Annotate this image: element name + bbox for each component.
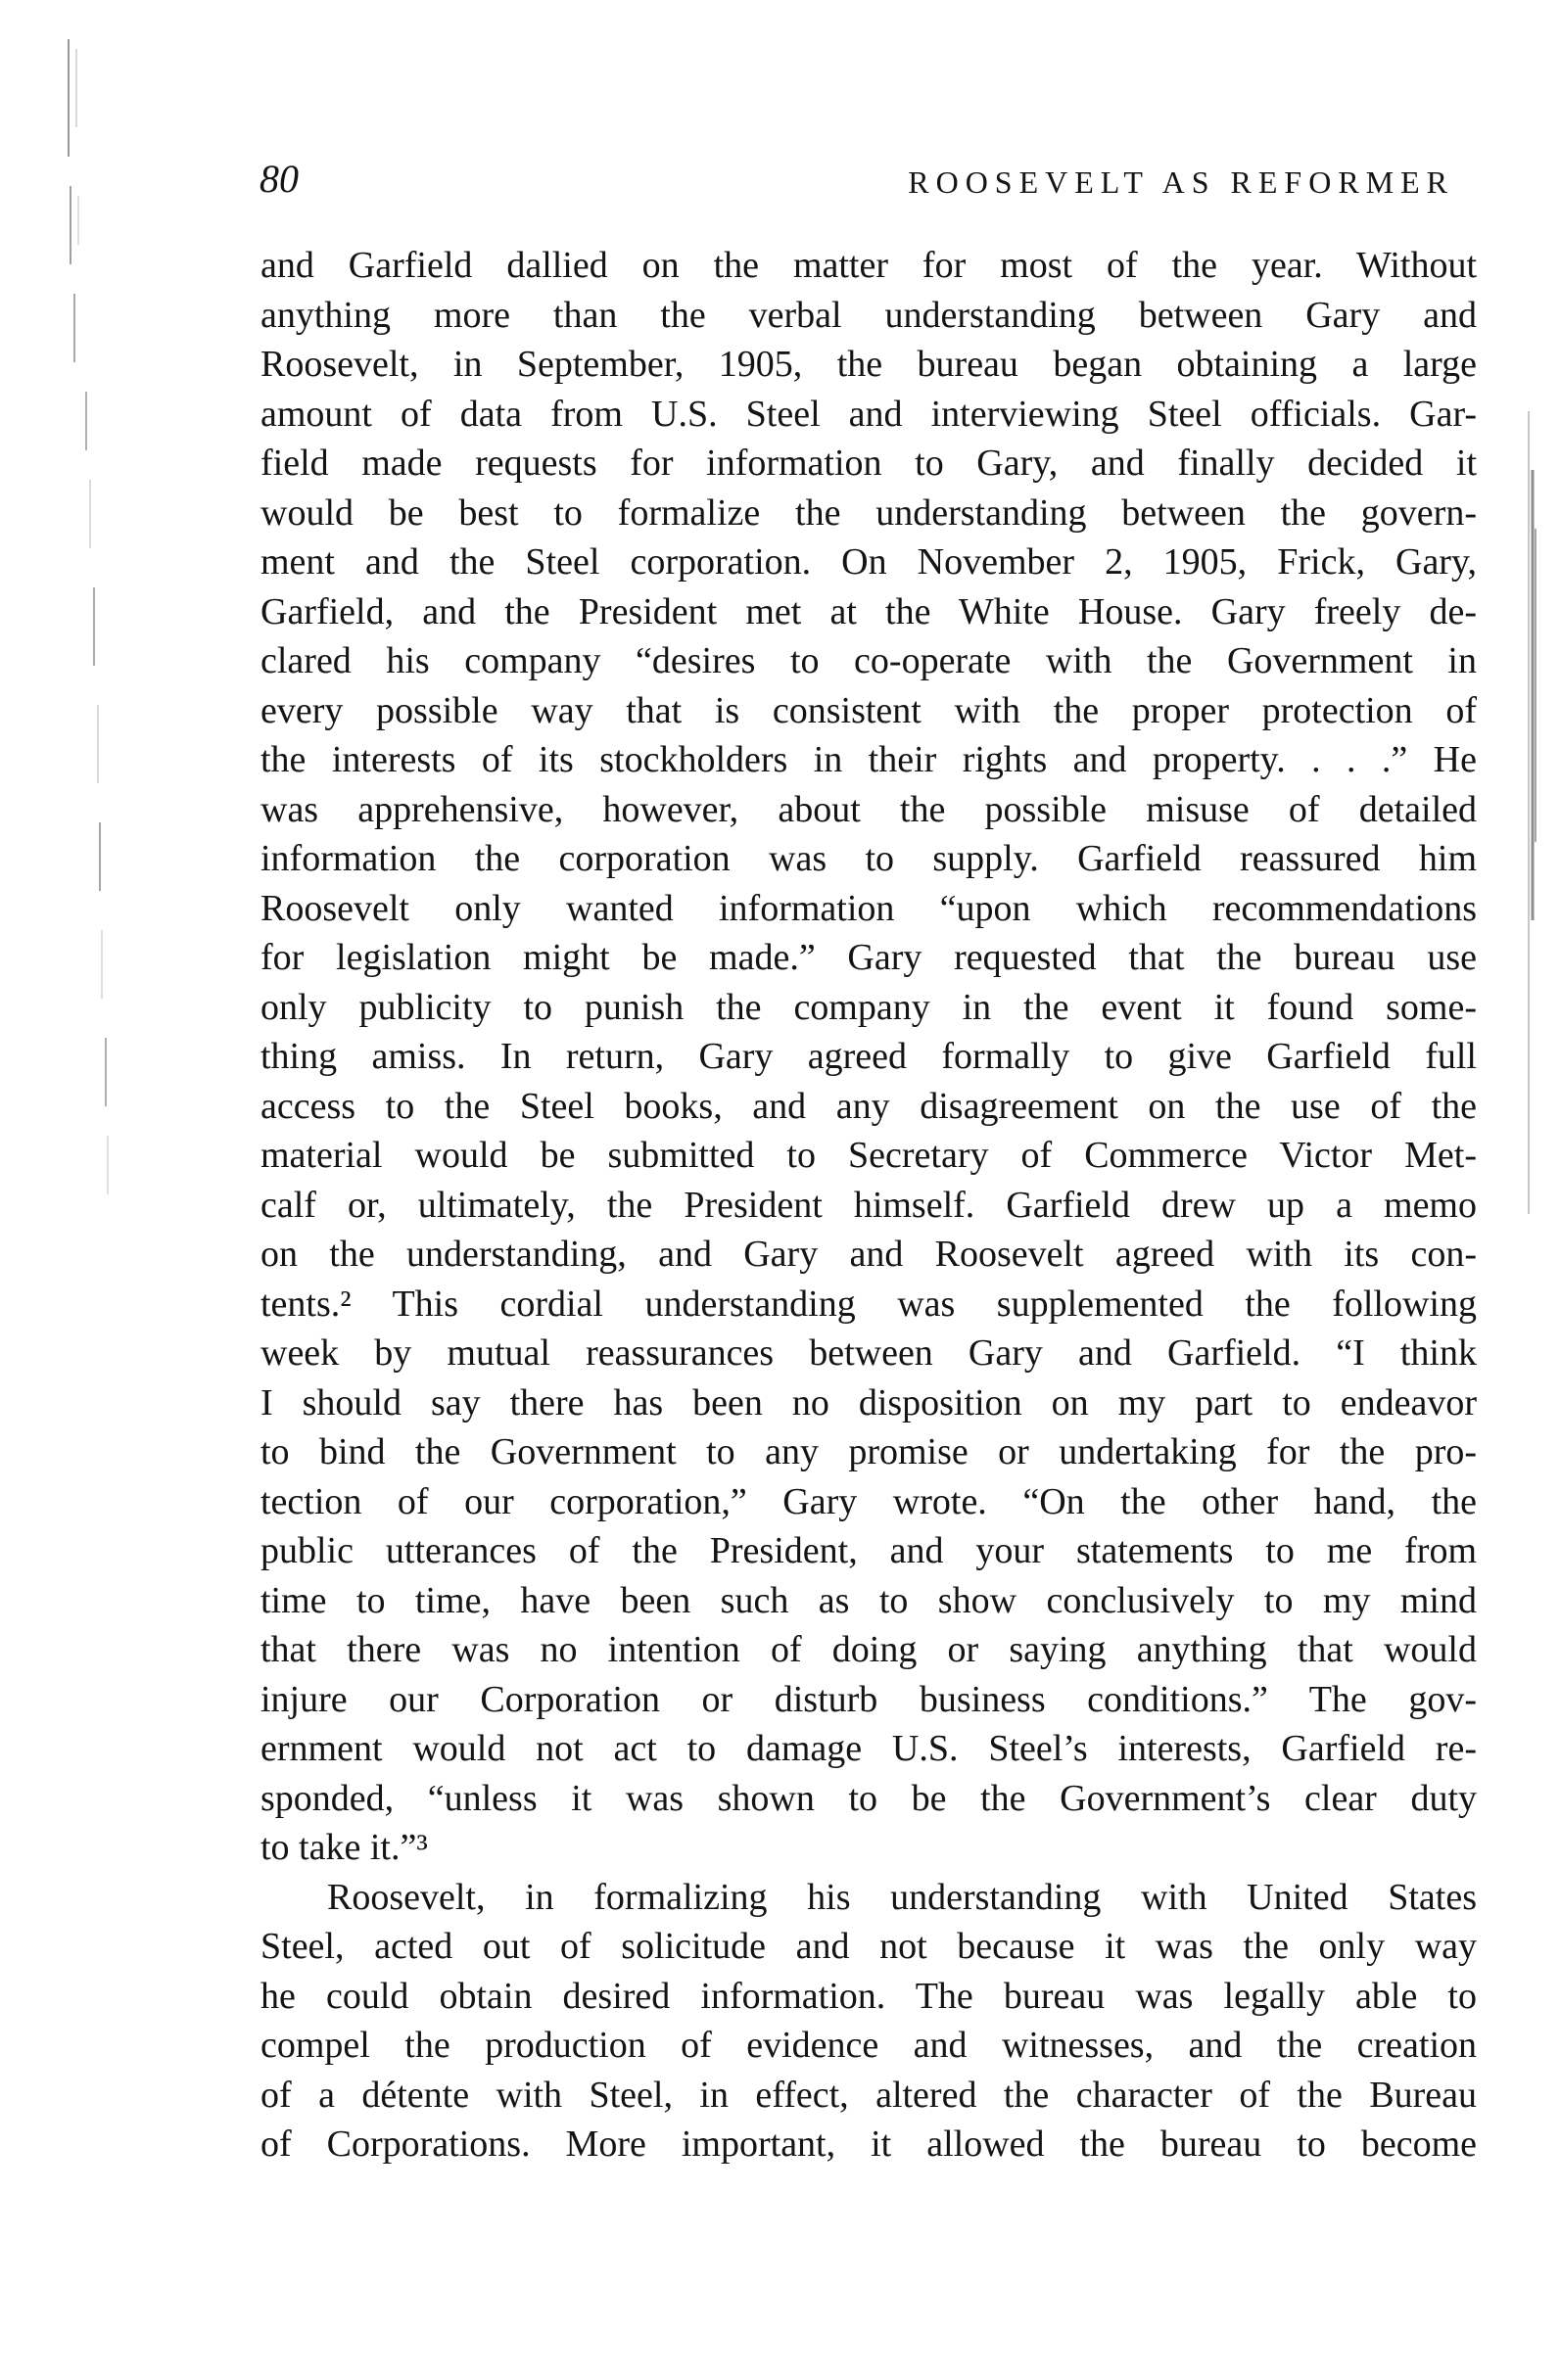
text-line: thing amiss. In return, Gary agreed formally to give Garfield full [260, 1036, 1477, 1077]
text-line: Garfield, and the President met at the White House. Gary freely de- [260, 590, 1477, 632]
text-line: material would be submitted to Secretary of Commerce Victor Met- [260, 1135, 1477, 1176]
text-line: I should say there has been no disposition on my part to endeavor [260, 1381, 1477, 1423]
page-number: 80 [260, 157, 299, 201]
running-head [260, 155, 1454, 213]
scan-edge-shadow [1523, 411, 1542, 1214]
text-line: amount of data from U.S. Steel and interviewing Steel officials. Gar- [260, 393, 1477, 435]
text-line: tection of our corporation,” Gary wrote. “On the other hand, the [260, 1480, 1477, 1522]
scan-binding-marks [39, 39, 137, 1214]
text-line: that there was no intention of doing or saying anything that would [260, 1629, 1477, 1670]
text-line: every possible way that is consistent with the proper protection of [260, 689, 1477, 731]
text-line: injure our Corporation or disturb business conditions.” The gov- [260, 1678, 1477, 1720]
text-line: only publicity to punish the company in the event it found some- [260, 986, 1477, 1028]
text-line: clared his company “desires to co-operate with the Government in [260, 640, 1477, 681]
text-line: Steel, acted out of solicitude and not because it was the only way [260, 1926, 1477, 1967]
text-line: to bind the Government to any promise or undertaking for the pro- [260, 1431, 1477, 1472]
text-line: compel the production of evidence and witnesses, and the creation [260, 2025, 1477, 2066]
text-line: access to the Steel books, and any disagreement on the use of the [260, 1085, 1477, 1127]
text-line-paragraph-start: Roosevelt, in formalizing his understanding with United States [327, 1876, 1477, 1918]
text-line: calf or, ultimately, the President himself. Garfield drew up a memo [260, 1184, 1477, 1226]
running-title: ROOSEVELT AS REFORMER [908, 164, 1454, 200]
text-line: sponded, “unless it was shown to be the Government’s clear duty [260, 1777, 1477, 1819]
text-line: the interests of its stockholders in their rights and property. . . .” He [260, 739, 1477, 780]
text-line: anything more than the verbal understanding between Gary and [260, 294, 1477, 336]
text-line: information the corporation was to supply. Garfield reassured him [260, 838, 1477, 879]
text-line: ment and the Steel corporation. On November 2, 1905, Frick, Gary, [260, 541, 1477, 583]
text-line: field made requests for information to Gary, and finally decided it [260, 443, 1477, 484]
text-line: public utterances of the President, and your statements to me from [260, 1530, 1477, 1571]
text-line: on the understanding, and Gary and Roosevelt agreed with its con- [260, 1234, 1477, 1275]
text-line: of a détente with Steel, in effect, altered the character of the Bureau [260, 2074, 1477, 2116]
text-line: for legislation might be made.” Gary requested that the bureau use [260, 937, 1477, 978]
text-line: he could obtain desired information. The bureau was legally able to [260, 1975, 1477, 2017]
text-line: week by mutual reassurances between Gary and Garfield. “I think [260, 1332, 1477, 1374]
text-line: Roosevelt, in September, 1905, the bureau began obtaining a large [260, 344, 1477, 385]
text-line: would be best to formalize the understanding between the govern- [260, 491, 1477, 534]
text-line-paragraph-end: to take it.”³ [260, 1827, 428, 1868]
text-line: was apprehensive, however, about the possible misuse of detailed [260, 788, 1477, 830]
text-line: Roosevelt only wanted information “upon which recommendations [260, 887, 1477, 929]
text-line: tents.² This cordial understanding was supplemented the following [260, 1283, 1477, 1325]
text-line: time to time, have been such as to show conclusively to my mind [260, 1579, 1477, 1621]
text-line: of Corporations. More important, it allowed the bureau to become [260, 2123, 1477, 2165]
body-text [260, 241, 1477, 2170]
text-line: ernment would not act to damage U.S. Steel’s interests, Garfield re- [260, 1728, 1477, 1769]
text-line: and Garfield dallied on the matter for most of the year. Without [260, 245, 1477, 286]
